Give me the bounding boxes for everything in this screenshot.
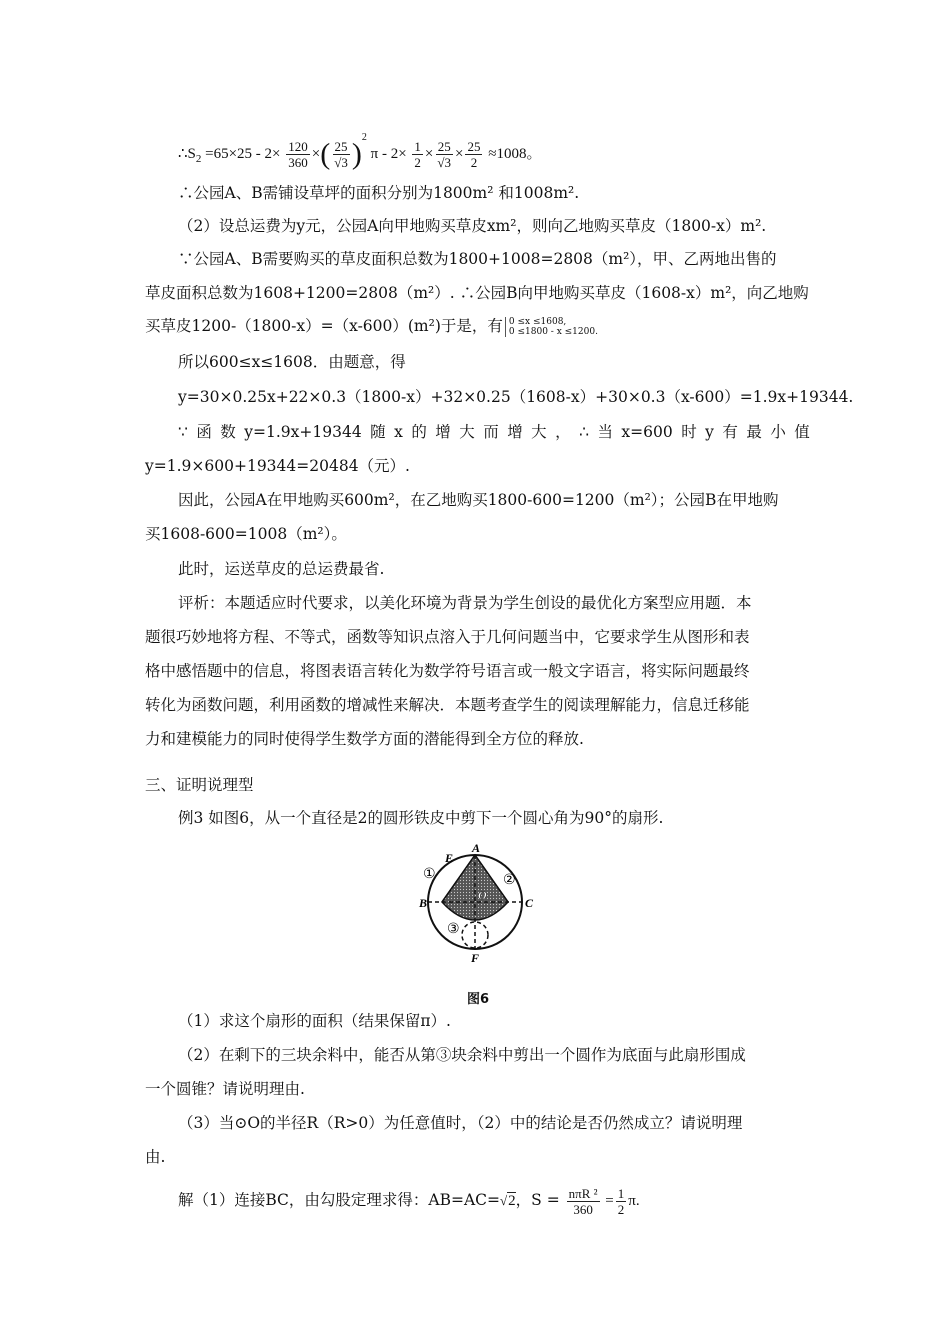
justified-word: 增: [507, 423, 523, 441]
justified-word: 大: [531, 423, 547, 441]
formula-s2: $\therefore S_2 =65\times 25 - 2\times$ $\frac{120}{360}$ ×( $\frac{25}{√3}$ )$^2$ π - 2× $\frac{1}{2}$ × $\frac{25}{√3}$ × $\frac{25}{2}$ ≈1008。: [178, 132, 542, 171]
label-f: F: [471, 951, 480, 965]
justified-word: 有: [722, 423, 738, 441]
formula-result: ≈1008。: [484, 146, 542, 162]
exponent: 2: [361, 132, 367, 143]
question-2-line: （2）在剩下的三块余料中，能否从第③块余料中剪出一个圆作为底面与此扇形围成: [178, 1046, 746, 1064]
paragraph-line: 评析：本题适应时代要求，以美化环境为背景为学生创设的最优化方案型应用题．本: [178, 594, 752, 612]
label-o: O: [478, 888, 487, 902]
fraction: $\frac{\text{nπR ²}}{360}$: [568, 1185, 598, 1217]
justified-word: 大: [459, 423, 475, 441]
paragraph-line: 题很巧妙地将方程、不等式，函数等知识点溶入于几何问题当中，它要求学生从图形和表: [145, 628, 750, 646]
solution-text: 解（1）连接BC，由勾股定理求得：AB=AC=: [178, 1191, 501, 1209]
paragraph-line: 因此，公园A在甲地购买600m²，在乙地购买1800-600=1200（m²）；公园B在甲地购: [178, 491, 779, 509]
question-2-line: 一个圆锥？请说明理由.: [145, 1080, 305, 1098]
example-statement: 例3 如图6，从一个直径是2的圆形铁皮中剪下一个圆心角为90°的扇形.: [178, 809, 664, 827]
justified-word: y=1.9x+19344: [244, 423, 362, 441]
justified-word: 的: [411, 423, 427, 441]
justified-word: 时: [681, 423, 697, 441]
justified-word: 小: [770, 423, 786, 441]
justified-word: 数: [220, 423, 236, 441]
justified-word: x=600: [621, 423, 673, 441]
formula-prefix: ∴S: [178, 146, 196, 162]
justified-word: 当: [597, 423, 613, 441]
formula-text: =65×25 - 2×: [201, 146, 281, 162]
paragraph-line: （2）设总运费为y元，公园A向甲地购买草皮xm²，则向乙地购买草皮（1800-x）m².: [178, 217, 767, 235]
paragraph-line: 买1608-600=1008（m²）。: [145, 525, 347, 543]
fraction: $\frac{1}{2}$: [617, 1185, 625, 1217]
paragraph-line: 转化为函数问题，利用函数的增减性来解决．本题考查学生的阅读理解能力，信息迁移能: [145, 696, 750, 714]
inequality-2: 0 ≤1800 - x ≤1200.: [508, 327, 598, 337]
justified-word: x: [394, 423, 403, 441]
solution-line: 解（1）连接BC，由勾股定理求得：AB=AC=√2，S = $\frac{\text{nπR ²}}{360}$ = $\frac{1}{2}$ π.: [178, 1185, 640, 1217]
justified-word: ∵: [178, 423, 188, 441]
sqrt-expression: √2: [500, 1193, 516, 1209]
justified-line: [178, 421, 810, 443]
paragraph-line: [145, 315, 598, 337]
inequality-system: [505, 317, 598, 337]
justified-word: ，: [555, 423, 571, 441]
paragraph-text: 买草皮1200-（1800-x）=（x-600）(m²)于是，有: [145, 317, 503, 335]
justified-word: 增: [435, 423, 451, 441]
paragraph-line: ∵公园A、B需要购买的草皮面积总数为1800+1008=2808（m²），甲、乙两地出售的: [178, 250, 777, 268]
justified-word: 函: [196, 423, 212, 441]
paragraph-line: 格中感悟题中的信息，将图表语言转化为数学符号语言或一般文字语言，将实际问题最终: [145, 662, 750, 680]
fraction: $\frac{1}{2}$: [414, 139, 421, 171]
label-b: B: [419, 896, 428, 910]
times-sign: ×: [311, 146, 321, 162]
fraction: $\frac{25}{√3}$: [437, 139, 452, 171]
formula-text: π - 2×: [366, 146, 407, 162]
fraction: $\frac{25}{2}$: [467, 139, 481, 171]
label-a: A: [472, 841, 481, 855]
justified-word: 随: [370, 423, 386, 441]
paragraph-line: ∴公园A、B需铺设草坪的面积分别为1800m² 和1008m².: [178, 184, 580, 202]
paragraph-line: 所以600≤x≤1608．由题意，得: [178, 353, 406, 371]
paragraph-line: y=1.9×600+19344=20484（元）.: [145, 457, 410, 475]
region-2-label: ②: [503, 872, 516, 888]
justified-word: 值: [794, 423, 810, 441]
question-1: （1）求这个扇形的面积（结果保留π）.: [178, 1012, 451, 1030]
solution-text: ，S =: [515, 1191, 560, 1209]
justified-word: y: [705, 423, 714, 441]
formula-subscript: 2: [195, 153, 202, 165]
figure-caption: 图6: [467, 992, 490, 1007]
section-heading: 三、证明说理型: [145, 776, 254, 794]
justified-word: 最: [746, 423, 762, 441]
justified-word: 而: [483, 423, 499, 441]
question-3-line: （3）当⊙O的半径R（R>0）为任意值时，（2）中的结论是否仍然成立？请说明理: [178, 1114, 743, 1132]
paragraph-line: 草皮面积总数为1608+1200=2808（m²）. ∴公园B向甲地购买草皮（1608-x）m²，向乙地购: [145, 284, 809, 302]
paragraph-line: 此时，运送草皮的总运费最省.: [178, 560, 385, 578]
inequality-1: 0 ≤x ≤1608,: [508, 317, 567, 327]
label-c: C: [525, 896, 534, 910]
paragraph-line: y=30×0.25x+22×0.3（1800-x）+32×0.25（1608-x）+30×0.3（x-600）=1.9x+19344.: [178, 388, 854, 406]
paragraph-line: 力和建模能力的同时使得学生数学方面的潜能得到全方位的释放.: [145, 730, 584, 748]
label-e: E: [445, 851, 454, 865]
region-3-label: ③: [447, 921, 460, 937]
figure-6-diagram: [417, 840, 547, 990]
fraction: $\frac{25}{√3}$: [334, 139, 348, 171]
fraction: $\frac{120}{360}$: [288, 139, 308, 171]
region-1-label: ①: [423, 866, 436, 882]
justified-word: ∴: [579, 423, 589, 441]
question-3-line: 由.: [145, 1148, 166, 1166]
